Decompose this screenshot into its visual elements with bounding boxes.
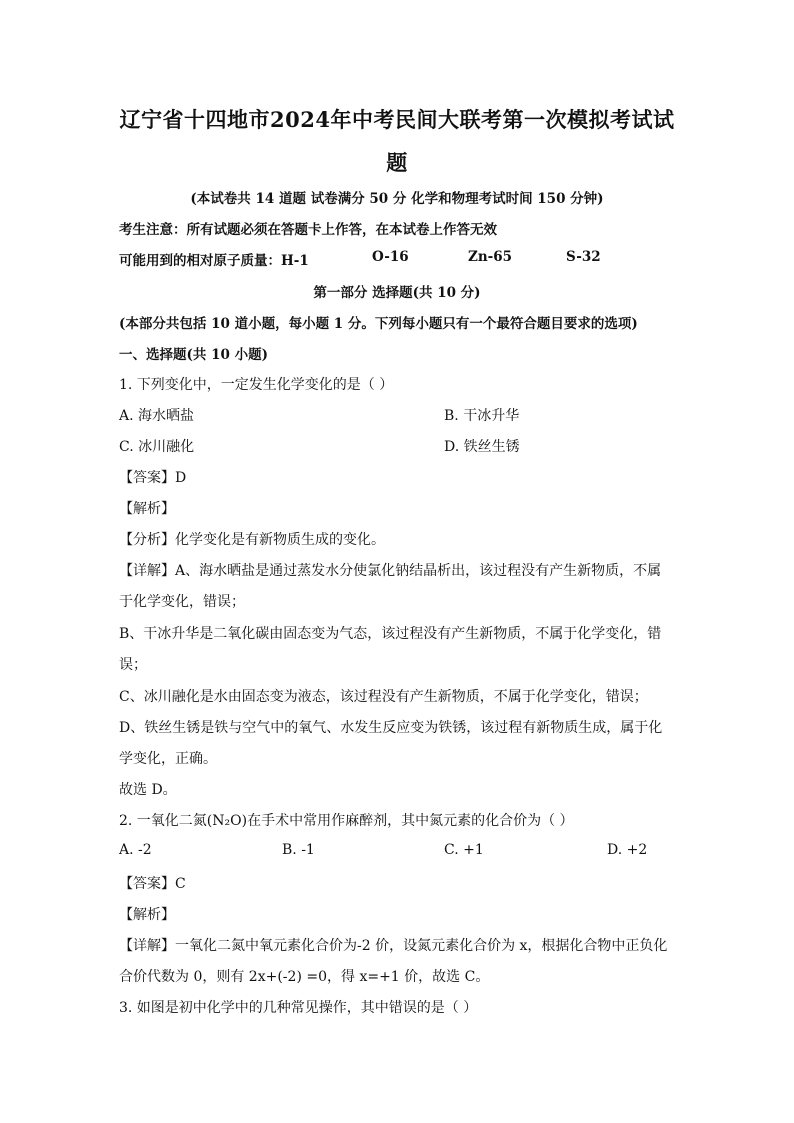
atomic-mass-o: O-16	[372, 249, 409, 265]
q1-detail-line: 于化学变化，错误；	[119, 594, 245, 610]
q2-option-b: B. -1	[282, 842, 315, 858]
q2-option-d: D. +2	[607, 842, 648, 858]
atomic-mass-label: 可能用到的相对原子质量：H-1	[119, 253, 309, 269]
part1-instruction: (本部分共包括 10 道小题，每小题 1 分。下列每小题只有一个最符合题目要求的选项)	[119, 316, 638, 332]
q1-detail-line: 学变化，正确。	[119, 751, 217, 767]
question-3-stem: 3. 如图是初中化学中的几种常见操作，其中错误的是（ ）	[119, 1000, 478, 1016]
q1-option-d: D. 铁丝生锈	[444, 439, 520, 455]
page-title: 辽宁省十四地市2024年中考民间大联考第一次模拟考试试	[119, 107, 675, 132]
q1-option-a: A. 海水晒盐	[119, 408, 195, 424]
q2-option-c: C. +1	[444, 842, 484, 858]
q1-analysis-label: 【解析】	[119, 501, 175, 517]
question-2-stem: 2. 一氧化二氮(N₂O)在手术中常用作麻醉剂，其中氮元素的化合价为（ ）	[119, 813, 574, 829]
q1-fenxi: 【分析】化学变化是有新物质生成的变化。	[119, 532, 385, 548]
q1-detail-line: 误；	[119, 657, 147, 673]
page-title-continued: 题	[386, 150, 408, 175]
section-heading: 一、选择题(共 10 小题)	[119, 347, 268, 363]
q2-option-a: A. -2	[119, 842, 152, 858]
q1-option-b: B. 干冰升华	[444, 408, 520, 424]
q1-detail-line: B、干冰升华是二氧化碳由固态变为气态，该过程没有产生新物质，不属于化学变化，错	[119, 626, 662, 642]
atomic-mass-zn: Zn-65	[468, 249, 513, 265]
q1-option-c: C. 冰川融化	[119, 439, 195, 455]
q2-analysis-label: 【解析】	[119, 907, 175, 923]
q1-detail-line: 【详解】A、海水晒盐是通过蒸发水分使氯化钠结晶析出，该过程没有产生新物质，不属	[119, 563, 662, 579]
question-1-stem: 1. 下列变化中，一定发生化学变化的是（ ）	[119, 377, 394, 393]
part1-heading: 第一部分 选择题(共 10 分)	[313, 285, 481, 301]
q1-answer: 【答案】D	[119, 470, 187, 486]
q1-detail-line: D、铁丝生锈是铁与空气中的氧气、水发生反应变为铁锈，该过程有新物质生成，属于化	[119, 720, 663, 736]
exam-notice: 考生注意：所有试题必须在答题卡上作答，在本试卷上作答无效	[119, 222, 497, 238]
q2-detail-line: 【详解】一氧化二氮中氧元素化合价为-2 价，设氮元素化合价为 x，根据化合物中正负化	[119, 938, 668, 954]
atomic-mass-s: S-32	[566, 249, 601, 265]
q2-answer: 【答案】C	[119, 876, 186, 892]
q2-detail-line: 合价代数为 0，则有 2x+(-2) =0，得 x=+1 价，故选 C。	[119, 969, 490, 985]
q1-detail-line: C、冰川融化是水由固态变为液态，该过程没有产生新物质，不属于化学变化，错误；	[119, 689, 648, 705]
exam-info: (本试卷共 14 道题 试卷满分 50 分 化学和物理考试时间 150 分钟)	[190, 191, 604, 207]
q1-conclusion: 故选 D。	[119, 782, 177, 798]
